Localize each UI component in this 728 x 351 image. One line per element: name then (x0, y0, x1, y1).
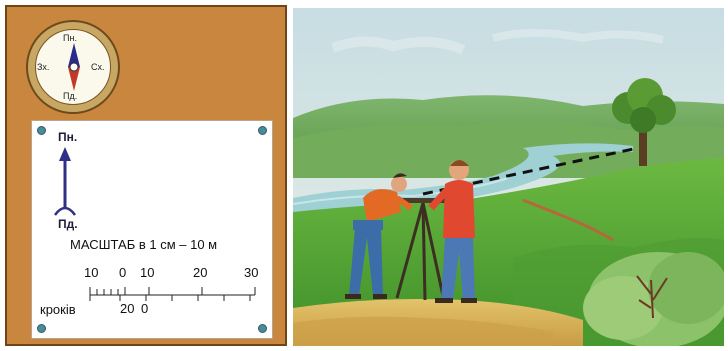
scale-tick-label: 0 (119, 265, 127, 280)
steps-tick-label: 20 (120, 301, 135, 316)
scale-tick-label: 30 (244, 265, 259, 280)
steps-label: кроків (40, 302, 76, 317)
compass-needle-icon (36, 30, 112, 106)
scale-title: МАСШТАБ в 1 см – 10 м (70, 237, 218, 252)
compass-east-label: Сх. (91, 62, 105, 72)
compass (26, 20, 120, 114)
scale-tick-label: 10 (84, 265, 99, 280)
south-label: Пд. (58, 217, 78, 231)
compass-dial (35, 29, 111, 105)
map-sheet (31, 120, 273, 339)
steps-tick-label: 0 (141, 301, 149, 316)
scale-tick-label: 20 (193, 265, 208, 280)
compass-north-label: Пн. (63, 33, 77, 43)
north-label: Пн. (58, 130, 78, 144)
landscape-illustration (293, 8, 724, 346)
compass-south-label: Пд. (63, 91, 78, 101)
compass-west-label: Зх. (37, 62, 50, 72)
landscape-scene (293, 8, 724, 346)
plane-table-board (5, 5, 287, 346)
scale-tick-label: 10 (140, 265, 155, 280)
